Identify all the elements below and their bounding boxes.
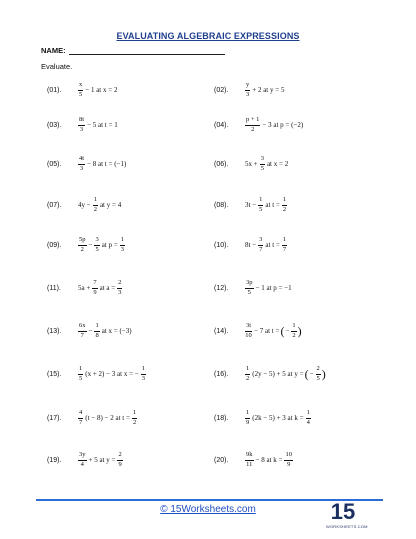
denominator: 4 xyxy=(306,418,310,426)
fraction xyxy=(132,410,137,426)
problem-item xyxy=(214,280,293,296)
numerator: x xyxy=(78,82,83,91)
fraction xyxy=(245,366,250,382)
expression-text: (x + 2) − 3 at x = − xyxy=(85,370,139,378)
problem-expression xyxy=(244,280,293,296)
denominator: 7 xyxy=(79,418,83,426)
fraction xyxy=(245,82,250,98)
problem-number: (11). xyxy=(47,284,61,292)
problem-number: (07). xyxy=(47,201,62,209)
denominator: 2 xyxy=(282,205,287,213)
problem-number: (09). xyxy=(47,241,62,249)
logo-number: 15 xyxy=(330,499,356,524)
numerator: 9k xyxy=(245,452,254,461)
problem-item xyxy=(214,452,294,468)
fraction xyxy=(306,410,311,426)
expression-text: (2k − 5) + 3 at k = xyxy=(252,414,304,422)
paren: ) xyxy=(321,367,326,381)
denominator: 3 xyxy=(79,125,84,133)
fraction xyxy=(78,237,87,253)
expression-text: 3t − xyxy=(245,201,257,209)
numerator: 6x xyxy=(78,323,87,332)
expression-text: 4y − xyxy=(78,201,91,209)
fraction xyxy=(78,410,83,426)
denominator: 10 xyxy=(245,331,252,339)
paren: ) xyxy=(297,324,302,338)
problem-number: (16). xyxy=(214,370,229,378)
fraction xyxy=(245,410,250,426)
fraction xyxy=(94,323,99,339)
expression-text: 5a + xyxy=(78,284,91,292)
denominator: 2 xyxy=(251,125,255,133)
problem-expression xyxy=(244,82,285,98)
problem-item xyxy=(47,280,123,296)
numerator: 1 xyxy=(282,197,287,206)
expression-text: 5x + xyxy=(245,160,258,168)
denominator: 3 xyxy=(120,245,124,253)
problem-expression xyxy=(244,197,288,213)
numerator: 2 xyxy=(316,366,321,375)
problem-item xyxy=(47,366,147,382)
expression-text: at x = 2 xyxy=(266,160,289,168)
fraction xyxy=(78,323,87,339)
expression-text: at t = xyxy=(265,241,280,249)
expression-text: − 7 at t = xyxy=(254,327,280,335)
numerator: 1 xyxy=(132,410,137,419)
numerator: 3t xyxy=(245,323,252,332)
logo-text: WORKSHEETS.COM xyxy=(326,524,368,529)
problem-number: (13). xyxy=(47,327,62,335)
denominator: 5 xyxy=(247,288,251,296)
denominator: 5 xyxy=(79,90,83,98)
name-label: NAME: xyxy=(41,46,66,55)
problem-expression xyxy=(244,366,326,382)
problem-item xyxy=(47,156,127,172)
numerator: y xyxy=(245,82,250,91)
problem-expression xyxy=(77,323,133,339)
denominator: 2 xyxy=(93,205,97,213)
paren: ( xyxy=(280,324,285,338)
numerator: 1 xyxy=(94,323,99,332)
expression-text: at t = xyxy=(265,201,280,209)
fraction xyxy=(78,156,85,172)
fraction xyxy=(78,117,85,133)
numerator: 10 xyxy=(284,452,293,461)
denominator: 11 xyxy=(246,460,253,468)
expression-text: + 2 at y = 5 xyxy=(252,86,285,94)
numerator: 2 xyxy=(117,280,122,289)
numerator: 1 xyxy=(78,366,83,375)
fraction xyxy=(78,366,83,382)
footer-link[interactable]: © 15Worksheets.com xyxy=(160,504,256,515)
fraction xyxy=(94,237,99,253)
expression-text: at y = 4 xyxy=(99,201,122,209)
numerator: 3p xyxy=(245,280,254,289)
fraction xyxy=(93,197,98,213)
expression-text: 8t − xyxy=(245,241,257,249)
expression-text: − xyxy=(88,327,93,335)
denominator: 4 xyxy=(80,460,84,468)
problem-item xyxy=(47,410,138,426)
problem-expression xyxy=(244,156,289,172)
problem-number: (17). xyxy=(47,414,62,422)
denominator: 3 xyxy=(118,288,122,296)
problem-number: (14). xyxy=(214,327,229,335)
denominator: 3 xyxy=(141,374,146,382)
numerator: 8t xyxy=(78,117,85,126)
fraction xyxy=(258,197,263,213)
fraction xyxy=(245,280,254,296)
paren: ( xyxy=(304,367,309,381)
denominator: 7 xyxy=(80,331,84,339)
denominator: 9 xyxy=(246,418,250,426)
numerator: 5p xyxy=(78,237,87,246)
expression-text: − xyxy=(285,327,290,335)
expression-text: − 8 at t = (−1) xyxy=(87,160,127,168)
problem-expression xyxy=(244,323,302,339)
numerator: 1 xyxy=(245,366,250,375)
fraction xyxy=(291,323,296,339)
problem-expression xyxy=(77,117,119,133)
numerator: 3 xyxy=(260,156,265,165)
expression-text: (2y − 5) + 5 at y = xyxy=(252,370,304,378)
instruction-text: Evaluate. xyxy=(41,62,73,71)
problem-expression xyxy=(77,237,126,253)
problem-item xyxy=(214,197,288,213)
denominator: 9 xyxy=(118,460,122,468)
fraction xyxy=(284,452,293,468)
numerator: 4t xyxy=(78,156,85,165)
expression-text: − 5 at t = 1 xyxy=(87,121,118,129)
name-input-line[interactable] xyxy=(69,46,225,55)
problem-item xyxy=(214,323,302,339)
problem-item xyxy=(214,366,326,382)
problem-item xyxy=(214,410,312,426)
expression-text: − xyxy=(88,241,93,249)
problem-item xyxy=(214,82,285,98)
problem-number: (05). xyxy=(47,160,62,168)
denominator: 9 xyxy=(287,460,291,468)
problem-item xyxy=(214,117,304,133)
numerator: 2 xyxy=(117,452,122,461)
numerator: 3 xyxy=(258,237,263,246)
denominator: 5 xyxy=(79,374,83,382)
problem-item xyxy=(47,237,126,253)
fraction xyxy=(258,237,263,253)
problem-number: (10). xyxy=(214,241,229,249)
fraction xyxy=(120,237,125,253)
fraction xyxy=(92,280,97,296)
problem-number: (20). xyxy=(214,456,229,464)
expression-text: at x = (−3) xyxy=(101,327,132,335)
fraction xyxy=(117,452,122,468)
numerator: 1 xyxy=(245,410,250,419)
problem-expression xyxy=(244,410,312,426)
numerator: 1 xyxy=(141,366,146,375)
problem-expression xyxy=(244,237,288,253)
numerator: 3y xyxy=(78,452,87,461)
problem-number: (18). xyxy=(214,414,229,422)
numerator: 1 xyxy=(93,197,98,206)
numerator: 1 xyxy=(120,237,125,246)
problem-item xyxy=(47,452,124,468)
denominator: 5 xyxy=(316,374,320,382)
denominator: 9 xyxy=(93,288,97,296)
problem-number: (02). xyxy=(214,86,229,94)
fraction xyxy=(117,280,122,296)
numerator: 1 xyxy=(258,197,263,206)
expression-text: − 3 at p = (−2) xyxy=(262,121,304,129)
expression-text: − 8 at k = xyxy=(255,456,283,464)
fraction xyxy=(282,197,287,213)
denominator: 2 xyxy=(246,374,250,382)
problem-item xyxy=(47,82,118,98)
denominator: 2 xyxy=(132,418,137,426)
problem-item xyxy=(214,156,289,172)
fraction xyxy=(282,237,287,253)
expression-text: (t − 8) − 2 at t = xyxy=(85,414,130,422)
fraction xyxy=(141,366,146,382)
problem-number: (08). xyxy=(214,201,229,209)
expression-text: at a = xyxy=(99,284,116,292)
name-row xyxy=(41,46,225,55)
numerator: 1 xyxy=(291,323,296,332)
expression-text: at p = xyxy=(101,241,118,249)
denominator: 2 xyxy=(292,331,296,339)
problem-number: (04). xyxy=(214,121,229,129)
problem-expression xyxy=(244,117,304,133)
fraction xyxy=(78,82,83,98)
expression-text: − 1 at x = 2 xyxy=(85,86,118,94)
site-logo xyxy=(326,499,368,534)
fraction xyxy=(245,117,260,133)
problem-number: (03). xyxy=(47,121,62,129)
fraction xyxy=(78,452,87,468)
denominator: 5 xyxy=(259,205,263,213)
numerator: 1 xyxy=(306,410,311,419)
numerator: 3 xyxy=(94,237,99,246)
numerator: 4 xyxy=(78,410,83,419)
expression-text: − xyxy=(309,370,314,378)
denominator: 5 xyxy=(95,245,99,253)
problem-item xyxy=(47,117,119,133)
worksheet-title: EVALUATING ALGEBRAIC EXPRESSIONS xyxy=(116,31,300,41)
expression-text: − 1 at p = −1 xyxy=(255,284,292,292)
denominator: 3 xyxy=(246,90,250,98)
problem-number: (06). xyxy=(214,160,229,168)
numerator: 1 xyxy=(282,237,287,246)
numerator: 7 xyxy=(92,280,97,289)
problem-number: (01). xyxy=(47,86,62,94)
problem-expression xyxy=(244,452,294,468)
problem-item xyxy=(47,323,133,339)
denominator: 2 xyxy=(80,245,84,253)
problem-expression xyxy=(77,280,123,296)
problem-number: (12). xyxy=(214,284,229,292)
problem-expression xyxy=(77,82,118,98)
expression-text: + 5 at y = xyxy=(88,456,116,464)
problem-expression xyxy=(77,410,138,426)
problem-item xyxy=(47,197,122,213)
fraction xyxy=(245,452,254,468)
problem-expression xyxy=(77,156,127,172)
problem-expression xyxy=(77,452,124,468)
numerator: p + 1 xyxy=(245,117,260,126)
denominator: 3 xyxy=(79,164,84,172)
fraction xyxy=(245,323,252,339)
problem-number: (15). xyxy=(47,370,62,378)
problem-expression xyxy=(77,366,147,382)
denominator: 7 xyxy=(259,245,263,253)
fraction xyxy=(260,156,265,172)
denominator: 8 xyxy=(95,331,99,339)
problem-number: (19). xyxy=(47,456,62,464)
problem-item xyxy=(214,237,288,253)
denominator: 5 xyxy=(260,164,264,172)
denominator: 7 xyxy=(282,245,287,253)
problem-expression xyxy=(77,197,122,213)
fraction xyxy=(316,366,321,382)
